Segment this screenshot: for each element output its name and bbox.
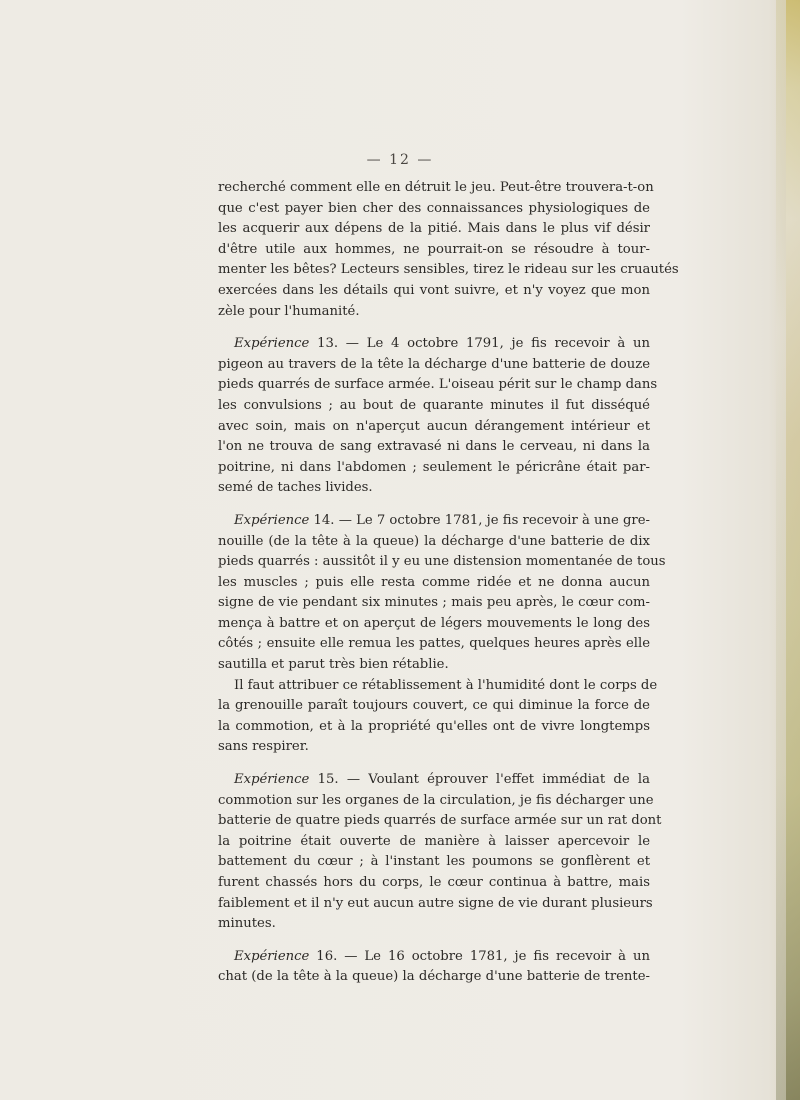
text-line: poitrine, ni dans l'abdomen ; seulement le péricrâne était par- xyxy=(218,459,650,475)
text-line xyxy=(218,770,650,791)
experience-label: Expérience xyxy=(234,948,310,964)
text-line: avec soin, mais on n'aperçut aucun dérangement intérieur et xyxy=(218,418,650,434)
paragraph-experience-15 xyxy=(218,770,662,935)
text-line: la poitrine était ouverte de manière à laisser apercevoir le xyxy=(218,833,650,849)
text-line: semé de taches livides. xyxy=(218,480,373,496)
text-line: sautilla et parut très bien rétablie. xyxy=(218,657,449,673)
experience-intro: 15. — Voulant éprouver l'effet immédiat de la xyxy=(309,772,650,788)
text-line: signe de vie pendant six minutes ; mais peu après, le cœur com- xyxy=(218,595,650,611)
paragraph-commentary xyxy=(218,676,658,758)
text-line: côtés ; ensuite elle remua les pattes, quelques heures après elle xyxy=(218,636,650,652)
text-line: les acquerir aux dépens de la pitié. Mais dans le plus vif désir xyxy=(218,221,650,237)
text-line: pigeon au travers de la tête la décharge d'une batterie de douze xyxy=(218,356,650,372)
experience-intro: 14. — Le 7 octobre 1781, je fis recevoir à une gre- xyxy=(309,512,650,528)
text-line: nouille (de la tête à la queue) la décharge d'une batterie de dix xyxy=(218,533,650,549)
text-line: d'être utile aux hommes, ne pourrait-on se résoudre à tour- xyxy=(218,241,650,257)
text-line: pieds quarrés : aussitôt il y eu une distension momentanée de tous xyxy=(218,554,666,570)
text-line: minutes. xyxy=(218,916,276,932)
experience-label: Expérience xyxy=(234,772,310,788)
page-number: — 12 — xyxy=(366,152,434,168)
text-line: que c'est payer bien cher des connaissances physiologiques de xyxy=(218,200,650,216)
experience-intro: 13. — Le 4 octobre 1791, je fis recevoir à un xyxy=(309,336,650,352)
paragraph-experience-14 xyxy=(218,511,666,676)
text-line: l'on ne trouva de sang extravasé ni dans le cerveau, ni dans la xyxy=(218,439,650,455)
text-line: batterie de quatre pieds quarrés de surface armée sur un rat dont xyxy=(218,813,662,829)
paragraph-experience-16 xyxy=(218,947,650,988)
experience-label: Expérience xyxy=(234,512,310,528)
text-line xyxy=(218,947,650,968)
body-text xyxy=(218,178,679,1000)
text-line xyxy=(218,511,650,532)
text-line: la commotion, et à la propriété qu'elles ont de vivre longtemps xyxy=(218,718,650,734)
experience-intro: 16. — Le 16 octobre 1781, je fis recevoir à un xyxy=(309,948,650,964)
text-line: sans respirer. xyxy=(218,739,309,755)
text-line: chat (de la tête à la queue) la décharge d'une batterie de trente- xyxy=(218,969,650,985)
text-line: faiblement et il n'y eut aucun autre signe de vie durant plusieurs xyxy=(218,895,653,911)
text-line: exercées dans les détails qui vont suivre, et n'y voyez que mon xyxy=(218,282,650,298)
text-line: zèle pour l'humanité. xyxy=(218,303,360,319)
paragraph-experience-13 xyxy=(218,334,658,499)
text-line: recherché comment elle en détruit le jeu. Peut-être trouvera-t-on xyxy=(218,180,654,195)
text-line xyxy=(218,334,650,355)
paragraph-intro xyxy=(218,178,679,322)
text-line: la grenouille paraît toujours couvert, ce qui diminue la force de xyxy=(218,698,650,714)
text-line: commotion sur les organes de la circulation, je fis décharger une xyxy=(218,792,654,808)
text-line: pieds quarrés de surface armée. L'oiseau périt sur le champ dans xyxy=(218,377,658,393)
text-line: menter les bêtes? Lecteurs sensibles, tirez le rideau sur les cruautés xyxy=(218,262,679,278)
text-line: furent chassés hors du corps, le cœur continua à battre, mais xyxy=(218,875,650,890)
text-line: battement du cœur ; à l'instant les poumons se gonflèrent et xyxy=(218,854,650,870)
text-line: les convulsions ; au bout de quarante minutes il fut disséqué xyxy=(218,397,650,413)
text-line: les muscles ; puis elle resta comme ridée et ne donna aucun xyxy=(218,574,650,590)
text-line: mença à battre et on aperçut de légers mouvements le long des xyxy=(218,615,650,631)
experience-label: Expérience xyxy=(234,336,310,352)
text-line: Il faut attribuer ce rétablissement à l'humidité dont le corps de xyxy=(234,677,658,693)
